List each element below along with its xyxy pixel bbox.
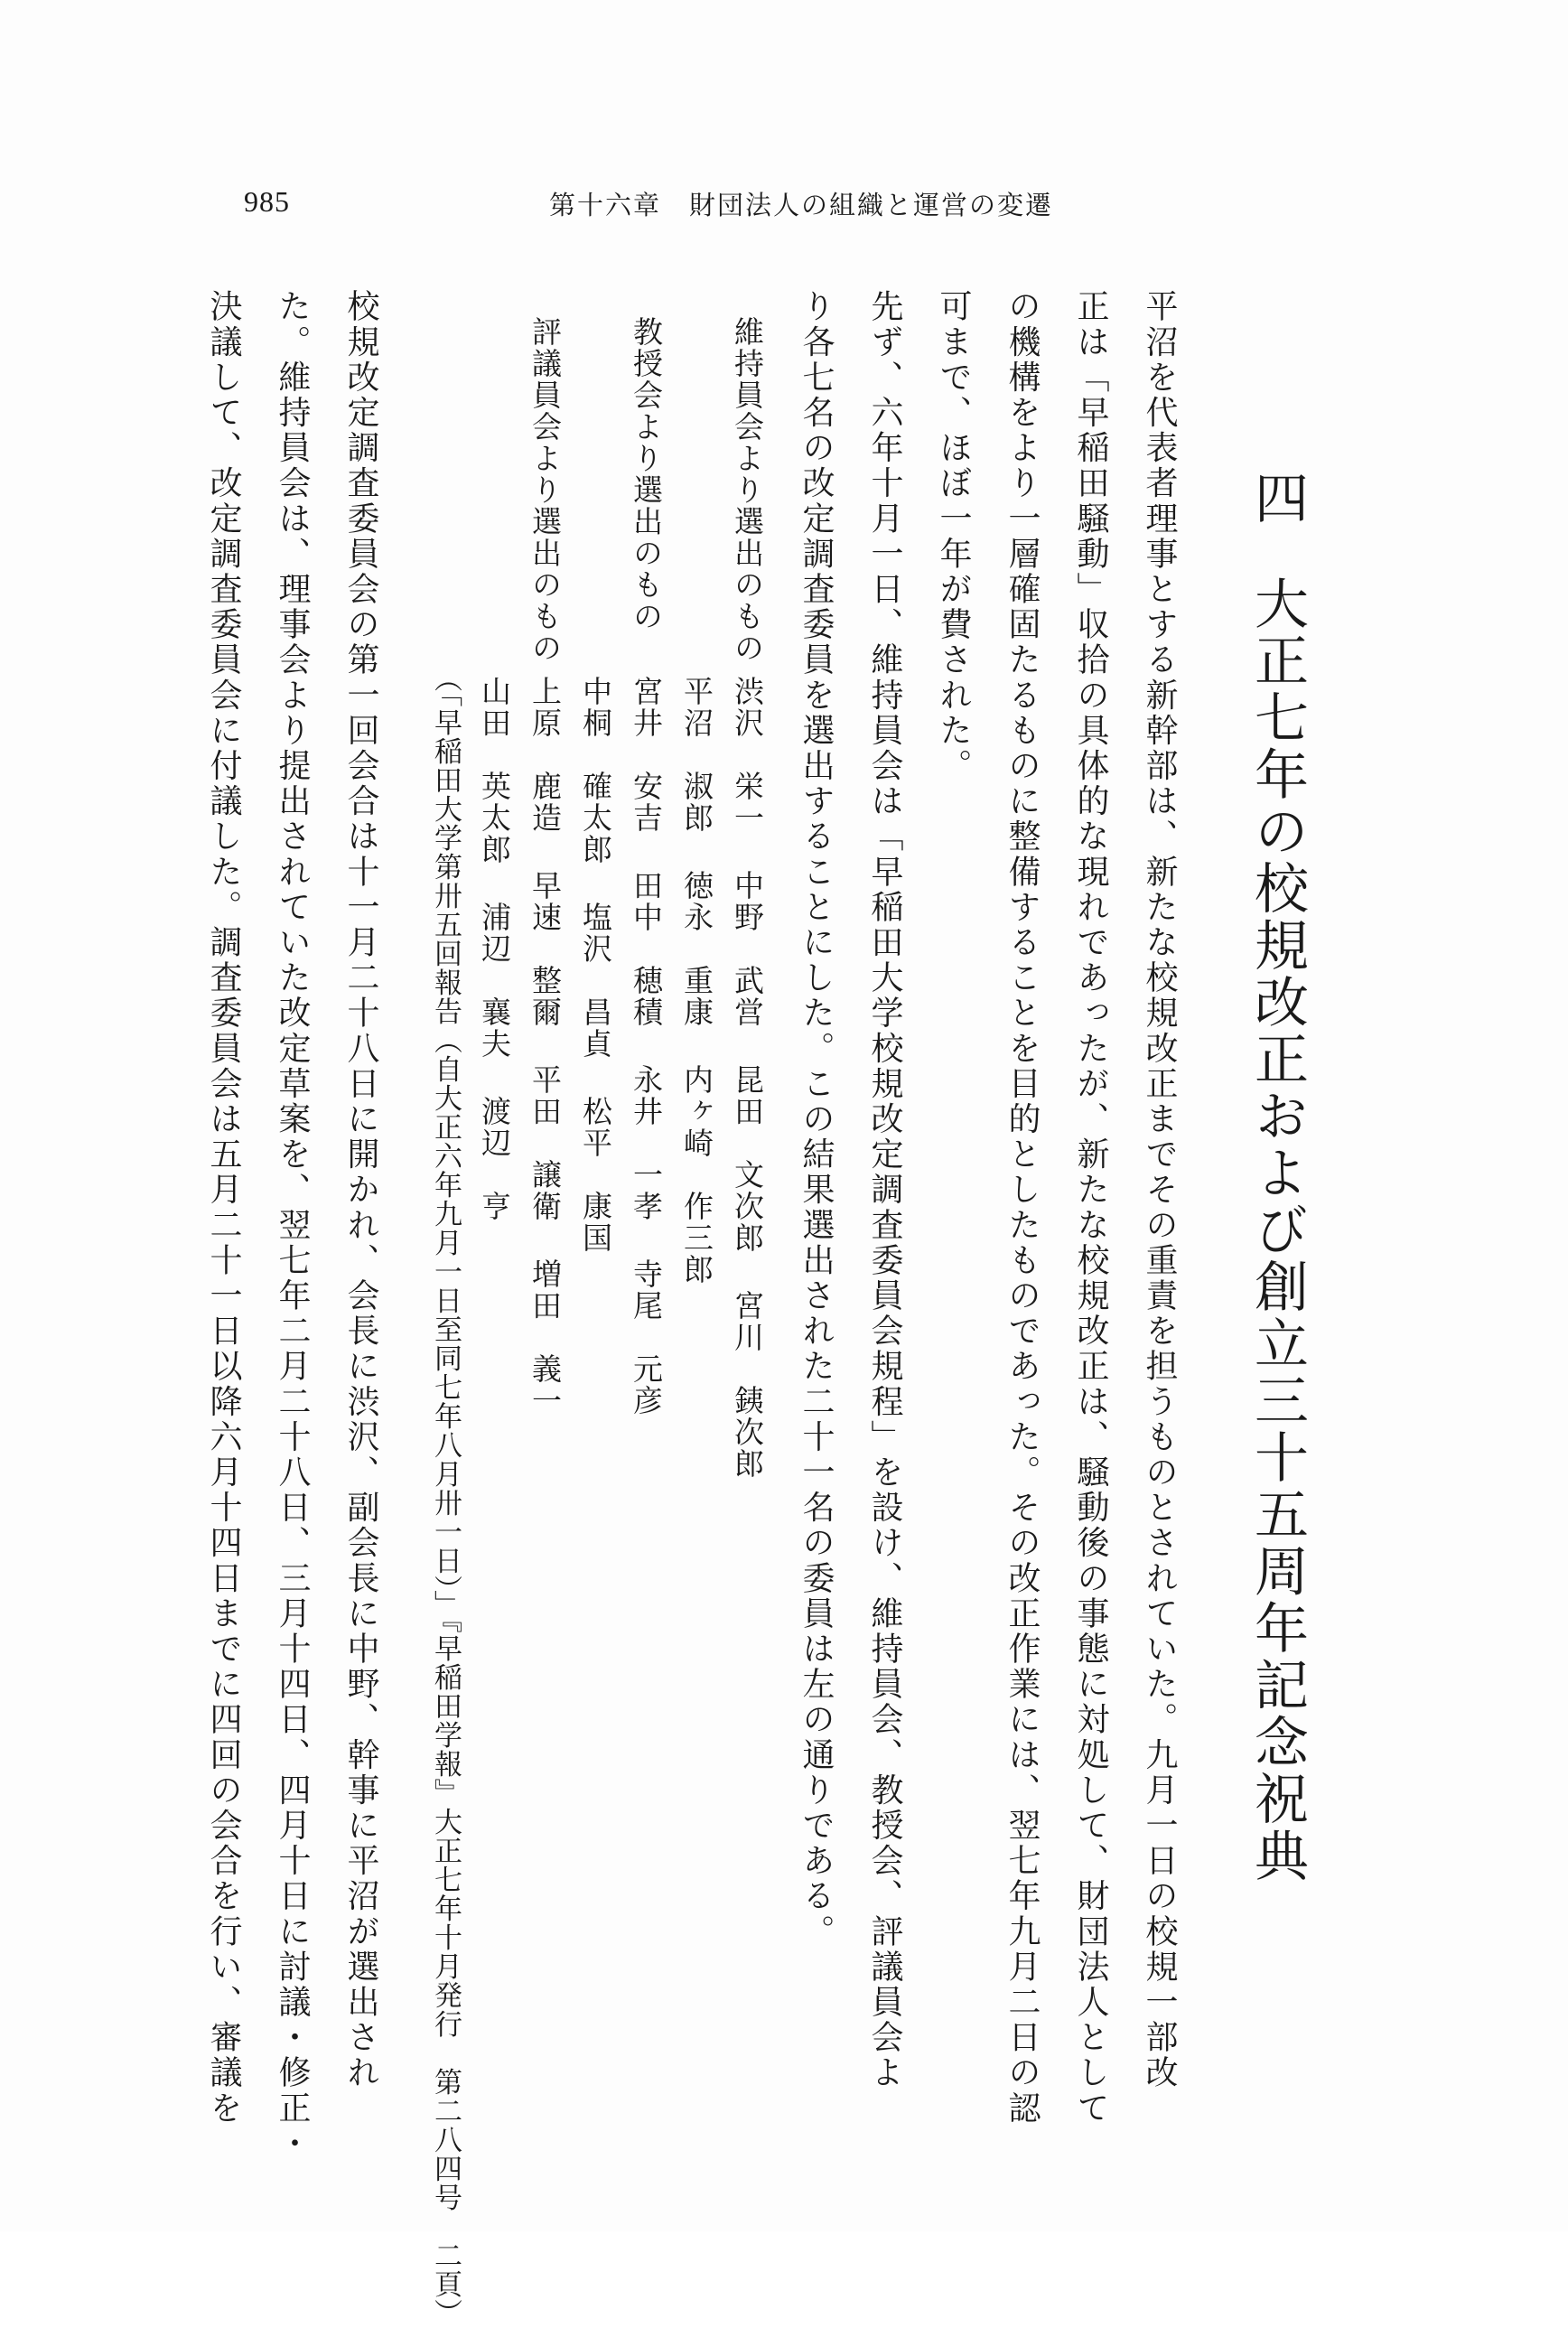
body-text-line: 先ず、六年十月一日、維持員会は「早稲田大学校規改定調査委員会規程」を設け、維持員会、教授会、評議員会よ <box>866 289 903 2091</box>
member-name: 永井 一孝 <box>629 1064 664 1222</box>
committee-members-line <box>477 676 512 1222</box>
body-text-line: り各七名の改定調査委員を選出することにした。この結果選出された二十一名の委員は左の通りである。 <box>798 289 835 1949</box>
member-name: 早速 整爾 <box>527 870 563 1028</box>
member-name: 宮井 安吉 <box>629 676 664 834</box>
member-name: 田中 穂積 <box>629 870 664 1028</box>
body-text-line: の機構をより一層確固たるものに整備することを目的としたものであった。その改正作業には、翌七年九月二日の認 <box>1003 289 1041 2127</box>
committee-group-label: 評議員会より選出のもの <box>527 316 563 664</box>
member-name: 平田 譲衛 <box>527 1064 563 1222</box>
body-text-line: た。維持員会は、理事会より提出されていた改定草案を、翌七年二月二十八日、三月十四日、四月十日に討議・修正・ <box>274 289 311 2162</box>
committee-members-line <box>730 676 765 1480</box>
committee-members-line <box>578 676 613 1254</box>
member-name: 寺尾 元彦 <box>629 1258 664 1416</box>
member-name: 中桐 確太郎 <box>578 676 613 865</box>
member-name: 宮川 銕次郎 <box>730 1290 765 1480</box>
body-text-line: 可まで、ほぼ一年が費された。 <box>935 289 972 784</box>
committee-members-line <box>527 676 563 1416</box>
member-name: 増田 義一 <box>527 1258 563 1416</box>
body-text-line: 決議して、改定調査委員会に付議した。調査委員会は五月二十一日以降六月十四日までに四回の会合を行い、審議を <box>205 289 242 2127</box>
page-number: 985 <box>244 185 290 218</box>
member-name: 平沼 淑郎 <box>679 676 714 834</box>
section-title: 大正七年の校規改正および創立三十五周年記念祝典 <box>1246 575 1309 1884</box>
running-head: 第十六章 財団法人の組織と運営の変遷 <box>549 190 1054 220</box>
member-name: 渡辺 亨 <box>477 1096 512 1222</box>
body-text-line: 校規改定調査委員会の第一回会合は十一月二十八日に開かれ、会長に渋沢、副会長に中野、幹事に平沼が選出され <box>342 289 379 2091</box>
source-citation: （「早稲田大学第卅五回報告（自大正六年九月一日至同七年八月卅一日）」『早稲田学報』大正七年十月発行 第二八四号 二頁） <box>429 664 462 2328</box>
member-name: 上原 鹿造 <box>527 676 563 834</box>
member-name: 昆田 文次郎 <box>730 1064 765 1254</box>
committee-members-line <box>679 676 714 1286</box>
committee-members-line <box>629 676 664 1416</box>
body-text-line: 平沼を代表者理事とする新幹部は、新たな校規改正までその重責を担うものとされていた。九月一日の校規一部改 <box>1141 289 1178 2091</box>
member-name: 浦辺 襄夫 <box>477 902 512 1060</box>
section-number: 四 <box>1246 470 1309 527</box>
body-text-line: 正は「早稲田騒動」収拾の具体的な現れであったが、新たな校規改正は、騒動後の事態に対処して、財団法人として <box>1072 289 1109 2127</box>
member-name: 塩沢 昌貞 <box>578 902 613 1060</box>
section-heading <box>1246 470 1309 1884</box>
member-name: 内ヶ崎 作三郎 <box>679 1064 714 1286</box>
member-name: 徳永 重康 <box>679 870 714 1028</box>
member-name: 松平 康国 <box>578 1096 613 1254</box>
committee-group-label: 維持員会より選出のもの <box>730 316 765 664</box>
member-name: 渋沢 栄一 <box>730 676 765 834</box>
committee-group-label: 教授会より選出のもの <box>629 316 664 632</box>
member-name: 中野 武営 <box>730 870 765 1028</box>
member-name: 山田 英太郎 <box>477 676 512 865</box>
